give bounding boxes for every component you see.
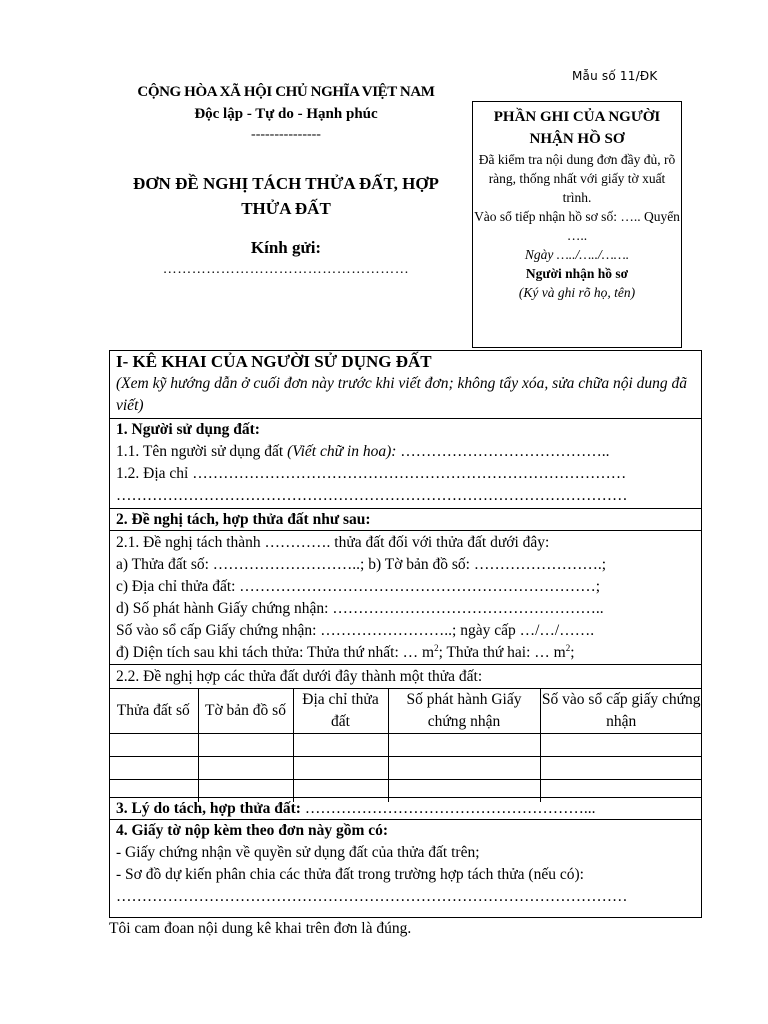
section-reason — [110, 798, 701, 820]
user-heading: 1. Người sử dụng đất: — [116, 421, 260, 438]
recipient-field[interactable]: …………………………………………… — [162, 262, 410, 277]
user-address-continued[interactable]: ……………………………………………………………………………………… — [116, 487, 628, 504]
split-intro[interactable]: 2.1. Đề nghị tách thành …………. thửa đất đối với thửa đất dưới đây: — [116, 534, 550, 551]
section-1-note: (Xem kỹ hướng dẫn ở cuối đơn này trước khi viết đơn; không tẩy xóa, sửa chữa nội dung đã viết) — [116, 375, 688, 414]
table-cell[interactable] — [109, 734, 198, 757]
receiver-sign-note: (Ký và ghi rõ họ, tên) — [518, 285, 636, 300]
table-cell[interactable] — [540, 757, 702, 780]
parcel-address-field[interactable]: c) Địa chỉ thửa đất: ……………………………………………………………; — [116, 578, 601, 595]
area-unit-sup: 2 — [565, 642, 571, 653]
recipient-label: Kính gửi: — [250, 238, 322, 257]
document-item: - Giấy chứng nhận về quyền sử dụng đất của thửa đất trên; — [116, 844, 480, 861]
section-1-header — [110, 351, 701, 419]
section-user — [110, 419, 701, 509]
table-cell[interactable] — [293, 757, 388, 780]
receiver-box — [472, 101, 682, 348]
reason-label: 3. Lý do tách, hợp thửa đất: — [116, 800, 301, 817]
header-divider: --------------- — [251, 127, 321, 142]
user-name-hint: (Viết chữ in hoa): — [287, 443, 397, 460]
declaration-statement: Tôi cam đoan nội dung kê khai trên đơn là đúng. — [109, 920, 412, 937]
area-first-text: đ) Diện tích sau khi tách thửa: Thửa thứ nhất: … m — [116, 644, 435, 661]
document-title: ĐƠN ĐỀ NGHỊ TÁCH THỬA ĐẤT, HỢP THỬA ĐẤT — [133, 174, 439, 218]
section-1-title: I- KÊ KHAI CỦA NGƯỜI SỬ DỤNG ĐẤT — [116, 352, 432, 371]
table-cell[interactable] — [388, 757, 540, 780]
area-end-text: ; — [570, 644, 575, 661]
motto: Độc lập - Tự do - Hạnh phúc — [194, 106, 378, 122]
table-cell[interactable] — [293, 734, 388, 757]
section-merge — [110, 665, 701, 798]
merge-table — [109, 688, 702, 802]
table-cell[interactable] — [388, 734, 540, 757]
documents-dots-field[interactable]: ……………………………………………………………………………………… — [116, 888, 628, 905]
section-split — [110, 531, 701, 665]
receiver-check-text: Đã kiểm tra nội dung đơn đầy đủ, rõ ràng, thống nhất với giấy tờ xuất trình. — [478, 152, 676, 205]
user-address-field[interactable]: 1.2. Địa chỉ ………………………………………………………………………… — [116, 465, 627, 482]
user-name-dots: ………………………………….. — [396, 443, 610, 460]
merge-intro: 2.2. Đề nghị hợp các thửa đất dưới đây thành một thửa đất: — [116, 668, 483, 685]
form-number: Mẫu số 11/ĐK — [572, 69, 658, 83]
receiver-label: Người nhận hồ sơ — [525, 266, 629, 281]
col-map-sheet: Tờ bản đồ số — [198, 689, 293, 734]
receiver-register-text: Vào sổ tiếp nhận hồ sơ số: ….. Quyển ….. — [474, 209, 680, 243]
table-cell[interactable] — [198, 734, 293, 757]
document-item: - Sơ đồ dự kiến phân chia các thửa đất trong trường hợp tách thửa (nếu có): — [116, 866, 584, 883]
cert-book-field[interactable]: Số vào sổ cấp Giấy chứng nhận: ……………………..; ngày cấp …/…/……. — [116, 622, 595, 639]
receiver-date: Ngày …../…../……. — [524, 247, 630, 262]
col-parcel-number: Thửa đất số — [109, 689, 198, 734]
user-name-field[interactable] — [116, 441, 695, 463]
declaration-form — [109, 350, 702, 918]
table-row — [109, 757, 702, 780]
area-unit-sup: 2 — [434, 642, 439, 653]
reason-dots: ………………………………………………... — [300, 800, 596, 817]
area-second-text: ; Thửa thứ hai: … m — [438, 644, 566, 661]
table-cell[interactable] — [198, 757, 293, 780]
nation-name: CỘNG HÒA XÃ HỘI CHỦ NGHĨA VIỆT NAM — [137, 84, 435, 100]
col-cert-number: Số phát hành Giấy chứng nhận — [388, 689, 540, 734]
merge-table-header — [109, 689, 702, 734]
cert-number-field[interactable]: d) Số phát hành Giấy chứng nhận: …………………………………………….. — [116, 600, 604, 617]
receiver-box-title: PHẦN GHI CỦA NGƯỜI NHẬN HỒ SƠ — [493, 109, 661, 147]
request-heading: 2. Đề nghị tách, hợp thửa đất như sau: — [116, 511, 371, 528]
table-cell[interactable] — [109, 757, 198, 780]
parcel-map-field[interactable]: a) Thửa đất số: ………………………..; b) Tờ bản đồ số: …………………….; — [116, 556, 607, 573]
user-name-label: 1.1. Tên người sử dụng đất — [116, 443, 288, 460]
section-documents — [110, 820, 701, 915]
section-request-heading — [110, 509, 701, 531]
col-parcel-address: Địa chỉ thửa đất — [293, 689, 388, 734]
col-cert-book: Số vào sổ cấp giấy chứng nhận — [540, 689, 702, 734]
table-row — [109, 734, 702, 757]
area-after-split-field[interactable] — [116, 642, 695, 664]
reason-field[interactable] — [116, 798, 695, 820]
documents-heading: 4. Giấy tờ nộp kèm theo đơn này gồm có: — [116, 822, 389, 839]
table-cell[interactable] — [540, 734, 702, 757]
